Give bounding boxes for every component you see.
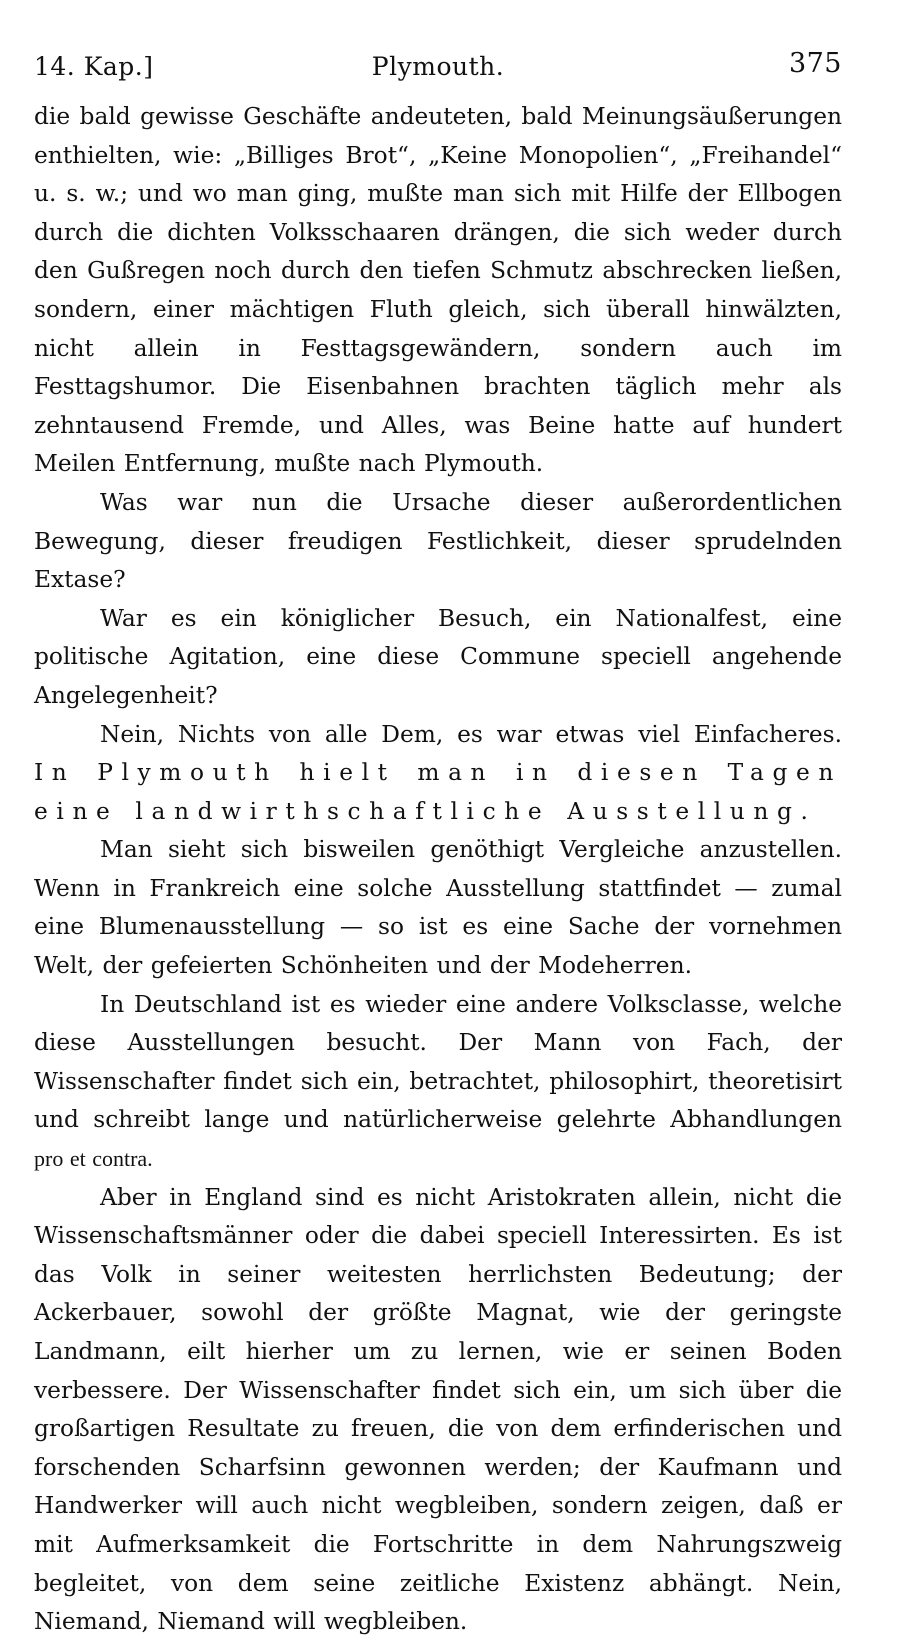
paragraph-text: Man sieht sich bisweilen genöthigt Vergleiche anzustellen. Wenn in Frankreich eine solche Ausstellung stattfindet — zumal eine Blumenausstellung — so ist es eine Sache der vornehmen Welt, der gefeierten Schönheiten und der Modeherren. (34, 836, 842, 980)
paragraph (34, 986, 842, 1179)
paragraph-text: Aber in England sind es nicht Aristokraten allein, nicht die Wissenschaftsmänner oder die dabei speciell Interessirten. Es ist das Volk in seiner weitesten herrlichsten Bedeutung; der Ackerbauer, sowohl der größte Magnat, wie der geringste Landmann, eilt hierher um zu lernen, wie er seinen Boden verbessere. Der Wissenschafter findet sich ein, um sich über die großartigen Resultate zu freuen, die von dem erfinderischen und forschenden Scharfsinn gewonnen werden; der Kaufmann und Handwerker will auch nicht wegbleiben, sondern zeigen, daß er mit Aufmerksamkeit die Fortschritte in dem Nahrungszweig begleitet, von dem seine zeitliche Existenz abhängt. Nein, Niemand, Niemand will wegbleiben. (34, 1183, 842, 1636)
paragraph-text: die bald gewisse Geschäfte andeuteten, bald Meinungsäußerungen enthielten, wie: „Billiges Brot“, „Keine Monopolien“, „Freihandel“ u. s. w.; und wo man ging, mußte man sich mit Hilfe der Ellbogen durch die dichten Volksschaaren drängen, die sich weder durch den Gußregen noch durch den tiefen Schmutz abschrecken ließen, sondern, einer mächtigen Fluth gleich, sich überall hinwälzten, nicht allein in Festtagsgewändern, sondern auch im Festtagshumor. Die Eisenbahnen brachten täglich mehr als zehntausend Fremde, und Alles, was Beine hatte auf hundert Meilen Entfernung, mußte nach Plymouth. (34, 103, 842, 478)
running-head (34, 44, 842, 90)
paragraph-text: Nein, Nichts von alle Dem, es war etwas viel Einfacheres. (100, 720, 842, 748)
latin-phrase: pro et contra. (34, 1146, 153, 1172)
paragraph (34, 1179, 842, 1642)
chapter-marker: 14. Kap.] (34, 52, 154, 81)
spaced-emphasis: In Plymouth hielt man in diesen Tagen eine landwirthschaftliche Ausstellung. (34, 759, 842, 825)
paragraph (34, 716, 842, 832)
running-title: Plymouth. (371, 52, 505, 81)
page-number: 375 (788, 48, 842, 79)
paragraph (34, 484, 842, 600)
paragraph (34, 600, 842, 716)
paragraph-continued (34, 98, 842, 484)
body-text (34, 98, 842, 1642)
paragraph-text: In Deutschland ist es wieder eine andere Volksclasse, welche diese Ausstellungen besucht. Der Mann von Fach, der Wissenschafter findet sich ein, betrachtet, philosophirt, theoretisirt und schreibt lange und natürlicherweise gelehrte Abhandlungen (34, 990, 842, 1134)
paragraph-text: Was war nun die Ursache dieser außerordentlichen Bewegung, dieser freudigen Festlichkeit, dieser sprudelnden Extase? (34, 488, 842, 594)
paragraph (34, 831, 842, 985)
paragraph-text: War es ein königlicher Besuch, ein Nationalfest, eine politische Agitation, eine diese Commune speciell angehende Angelegenheit? (34, 604, 842, 709)
